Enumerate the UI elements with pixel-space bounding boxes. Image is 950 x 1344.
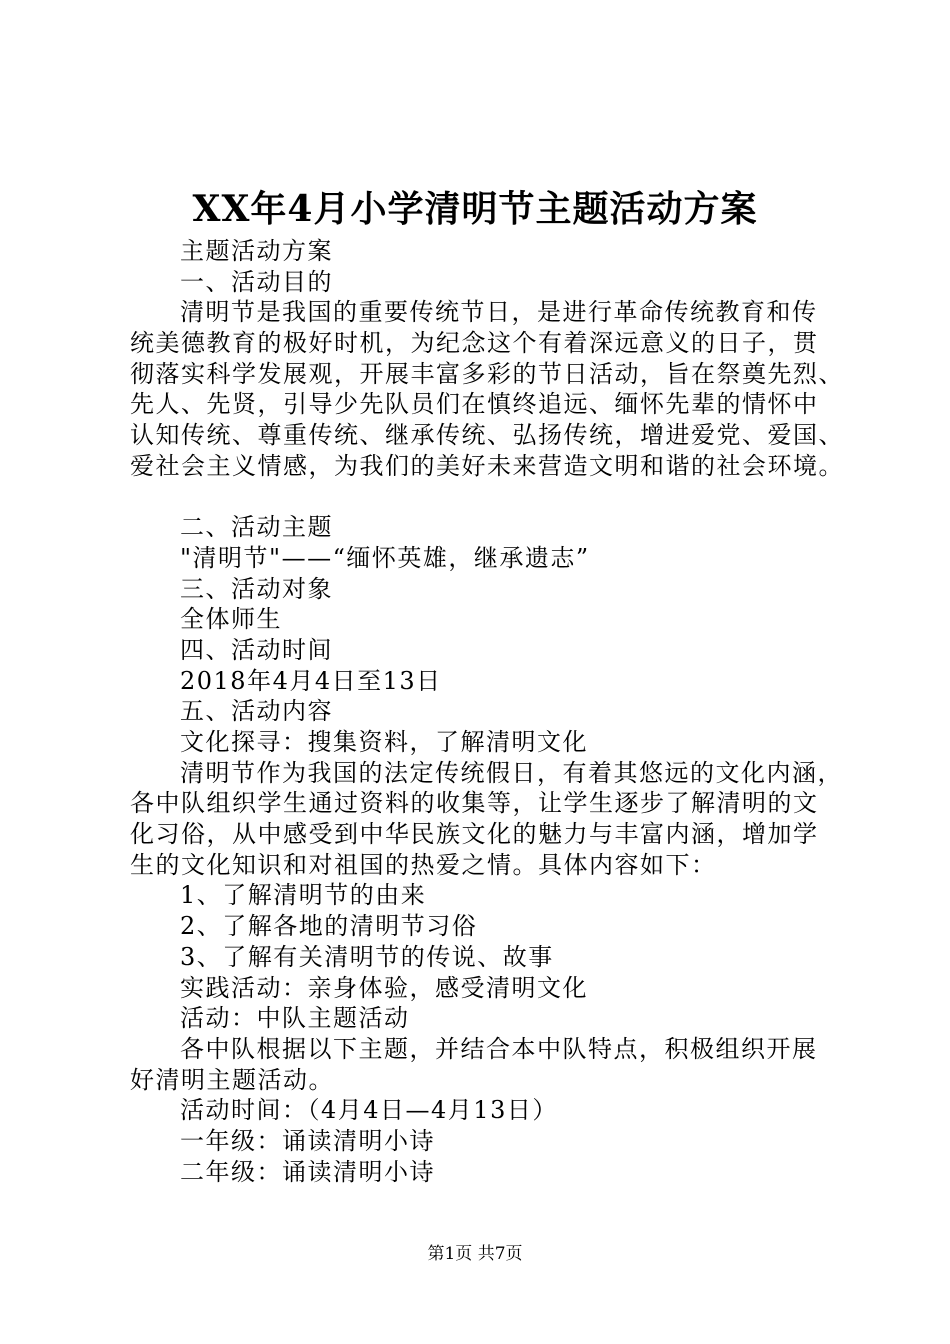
list-item: 3、了解有关清明节的传说、故事 (180, 942, 554, 971)
paragraph-line: 好清明主题活动。 (130, 1065, 334, 1094)
page-footer: 第1页 共7页 (427, 1244, 523, 1264)
section-heading: 五、活动内容 (180, 697, 333, 726)
list-item: 1、了解清明节的由来 (180, 881, 427, 910)
text-line: 全体师生 (180, 605, 282, 634)
paragraph-line: 各中队根据以下主题，并结合本中队特点，积极组织开展 (180, 1034, 818, 1063)
text-line: "清明节"——“缅怀英雄，继承遗志” (180, 543, 590, 572)
paragraph-line: 化习俗，从中感受到中华民族文化的魅力与丰富内涵，增加学 (130, 820, 819, 849)
section-heading: 二、活动主题 (180, 513, 333, 542)
section-heading: 一、活动目的 (180, 267, 333, 296)
text-line: 实践活动：亲身体验，感受清明文化 (180, 973, 588, 1002)
paragraph-line: 各中队组织学生通过资料的收集等，让学生逐步了解清明的文 (130, 789, 819, 818)
section-heading: 四、活动时间 (180, 635, 333, 664)
text-line: 文化探寻：搜集资料，了解清明文化 (180, 728, 588, 756)
blank-line (130, 482, 850, 513)
text-line: 主题活动方案 (180, 237, 333, 265)
text-line: 2018年4月4日至13日 (180, 666, 442, 695)
paragraph-line: 清明节是我国的重要传统节日，是进行革命传统教育和传 (180, 298, 818, 327)
paragraph-line: 彻落实科学发展观，开展丰富多彩的节日活动，旨在祭奠先烈、 (130, 359, 844, 388)
text-line: 二年级：诵读清明小诗 (180, 1157, 435, 1186)
text-line: 活动时间：（4月4日—4月13日） (180, 1096, 558, 1125)
text-line: 一年级：诵读清明小诗 (180, 1126, 435, 1155)
section-heading: 三、活动对象 (180, 574, 333, 603)
paragraph-line: 统美德教育的极好时机，为纪念这个有着深远意义的日子，贯 (130, 329, 819, 358)
document-title: XX年4月小学清明节主题活动方案 (192, 188, 758, 230)
paragraph-line: 爱社会主义情感，为我们的美好未来营造文明和谐的社会环境。 (130, 451, 844, 480)
document-body (130, 236, 850, 1187)
paragraph-line: 先人、先贤，引导少先队员们在慎终追远、缅怀先辈的情怀中 (130, 390, 819, 419)
list-item: 2、了解各地的清明节习俗 (180, 912, 478, 941)
paragraph-line: 认知传统、尊重传统、继承传统、弘扬传统，增进爱党、爱国、 (130, 421, 844, 450)
text-line: 活动：中队主题活动 (180, 1004, 410, 1033)
paragraph-line: 生的文化知识和对祖国的热爱之情。具体内容如下： (130, 850, 717, 879)
paragraph-line: 清明节作为我国的法定传统假日，有着其悠远的文化内涵， (180, 758, 843, 787)
